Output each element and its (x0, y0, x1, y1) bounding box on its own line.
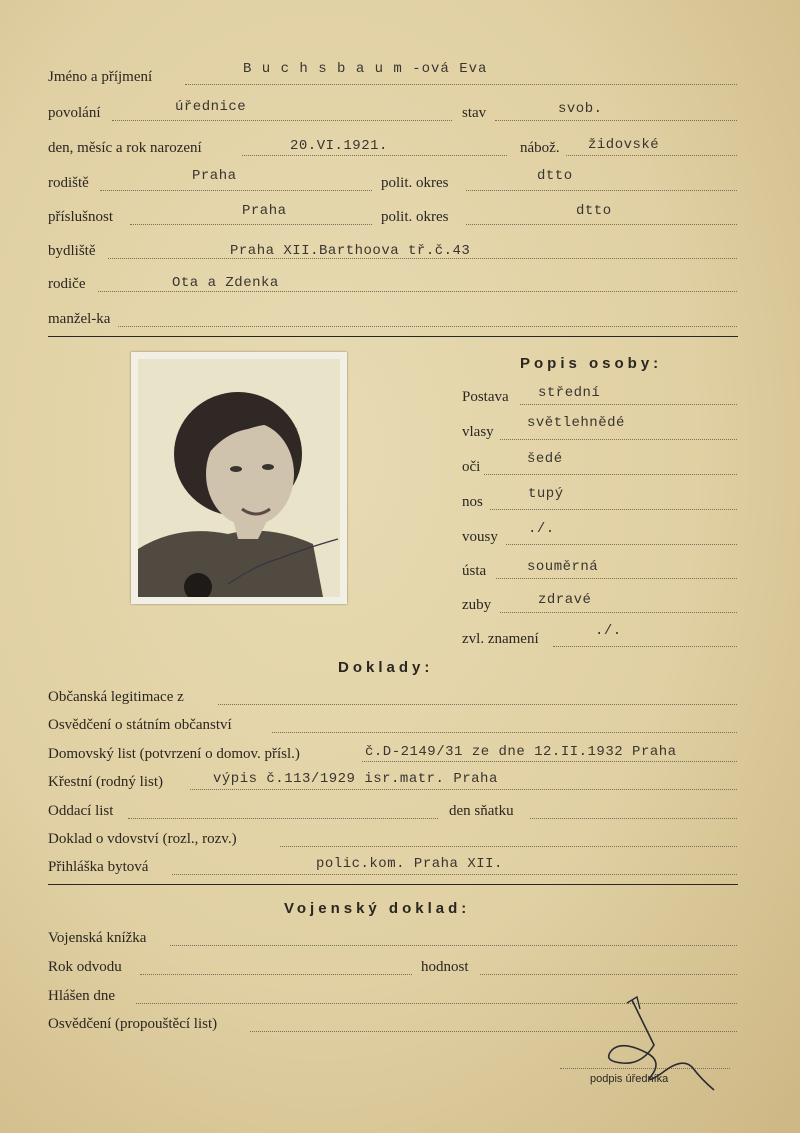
conscription-year-label: Rok odvodu (48, 959, 122, 975)
occupation-label: povolání (48, 105, 101, 121)
nose-label: nos (462, 494, 483, 510)
birth-certificate-dotted-line (190, 789, 737, 790)
military-book-dotted-line (170, 945, 737, 946)
status-label: stav (462, 105, 487, 121)
status-value: svob. (558, 101, 603, 117)
birthplace-dotted-line (100, 190, 372, 191)
spouse-dotted-line (118, 326, 737, 327)
citizenship-certificate-dotted-line (272, 732, 737, 733)
marriage-certificate-dotted-line (128, 818, 438, 819)
reported-date-label: Hlášen dne (48, 988, 116, 1004)
residence-registration-dotted-line (172, 874, 737, 875)
name-value: B u c h s b a u m -ová Eva (243, 61, 488, 77)
portrait-photo (131, 352, 347, 604)
birthdate-value: 20.VI.1921. (290, 138, 388, 154)
political-district-dotted-line-2 (466, 224, 737, 225)
citizenship-certificate-label: Osvědčení o státním občanství (48, 717, 232, 733)
nose-dotted-line (490, 509, 737, 510)
parents-value: Ota a Zdenka (172, 275, 279, 291)
status-dotted-line (495, 120, 737, 121)
mouth-dotted-line (496, 578, 737, 579)
residence-label: bydliště (48, 243, 96, 259)
home-certificate-value: č.D-2149/31 ze dne 12.II.1932 Praha (365, 744, 677, 760)
eyes-dotted-line (484, 474, 737, 475)
build-value: střední (538, 385, 601, 401)
marriage-certificate-label: Oddací list (48, 803, 114, 819)
military-book-label: Vojenská knížka (48, 930, 147, 946)
eyes-label: oči (462, 459, 481, 475)
political-district-value-2: dtto (576, 203, 612, 219)
name-dotted-line (185, 84, 737, 85)
hair-label: vlasy (462, 424, 494, 440)
build-label: Postava (462, 389, 509, 405)
teeth-label: zuby (462, 597, 492, 613)
birth-certificate-label: Křestní (rodný list) (48, 774, 163, 790)
citizenship-label: příslušnost (48, 209, 114, 225)
birthplace-label: rodiště (48, 175, 89, 191)
discharge-certificate-label: Osvědčení (propouštěcí list) (48, 1016, 218, 1032)
id-card-label: Občanská legitimace z (48, 689, 184, 705)
mouth-label: ústa (462, 563, 487, 579)
occupation-dotted-line (112, 120, 452, 121)
residence-value: Praha XII.Barthoova tř.č.43 (230, 243, 471, 259)
widowhood-dotted-line (280, 846, 737, 847)
widowhood-label: Doklad o vdovství (rozl., rozv.) (48, 831, 237, 847)
wedding-date-dotted-line (530, 818, 737, 819)
residence-registration-label: Přihláška bytová (48, 859, 149, 875)
birth-certificate-value: výpis č.113/1929 isr.matr. Praha (213, 771, 498, 787)
political-district-dotted-line-1 (466, 190, 737, 191)
political-district-label-2: polit. okres (381, 209, 449, 225)
conscription-year-dotted-line (140, 974, 412, 975)
mouth-value: souměrná (527, 559, 599, 575)
beard-value: ./. (528, 521, 555, 537)
eyes-value: šedé (527, 451, 563, 467)
occupation-value: úřednice (175, 99, 247, 115)
religion-value: židovské (588, 137, 660, 153)
political-district-label-1: polit. okres (381, 175, 449, 191)
military-document-heading: Vojenský doklad: (284, 900, 471, 917)
teeth-value: zdravé (538, 592, 592, 608)
wedding-date-label: den sňatku (449, 803, 514, 819)
religion-label: nábož. (520, 140, 560, 156)
marks-value: ./. (595, 623, 622, 639)
residence-registration-value: polic.kom. Praha XII. (316, 856, 503, 872)
beard-label: vousy (462, 529, 498, 545)
name-label: Jméno a příjmení (48, 69, 153, 85)
citizenship-dotted-line (130, 224, 372, 225)
birthdate-label: den, měsíc a rok narození (48, 140, 202, 156)
rank-dotted-line (480, 974, 737, 975)
parents-label: rodiče (48, 276, 86, 292)
hair-value: světlehnědé (527, 415, 625, 431)
section-divider-2 (48, 884, 738, 885)
id-card-dotted-line (218, 704, 737, 705)
documents-heading: Doklady: (338, 659, 434, 676)
nose-value: tupý (528, 486, 564, 502)
teeth-dotted-line (500, 612, 737, 613)
home-certificate-label: Domovský list (potvrzení o domov. přísl.) (48, 746, 300, 762)
beard-dotted-line (506, 544, 737, 545)
official-signature-label: podpis úředníka (590, 1073, 669, 1085)
political-district-value-1: dtto (537, 168, 573, 184)
home-certificate-dotted-line (362, 761, 737, 762)
birthplace-value: Praha (192, 168, 237, 184)
spouse-label: manžel-ka (48, 311, 111, 327)
section-divider-1 (48, 336, 738, 337)
person-description-heading: Popis osoby: (520, 355, 663, 372)
marks-dotted-line (553, 646, 737, 647)
build-dotted-line (520, 404, 737, 405)
hair-dotted-line (500, 439, 737, 440)
marks-label: zvl. znamení (462, 631, 539, 647)
religion-dotted-line (566, 155, 737, 156)
citizenship-value: Praha (242, 203, 287, 219)
birthdate-dotted-line (242, 155, 507, 156)
rank-label: hodnost (421, 959, 469, 975)
official-signature (592, 995, 722, 1095)
